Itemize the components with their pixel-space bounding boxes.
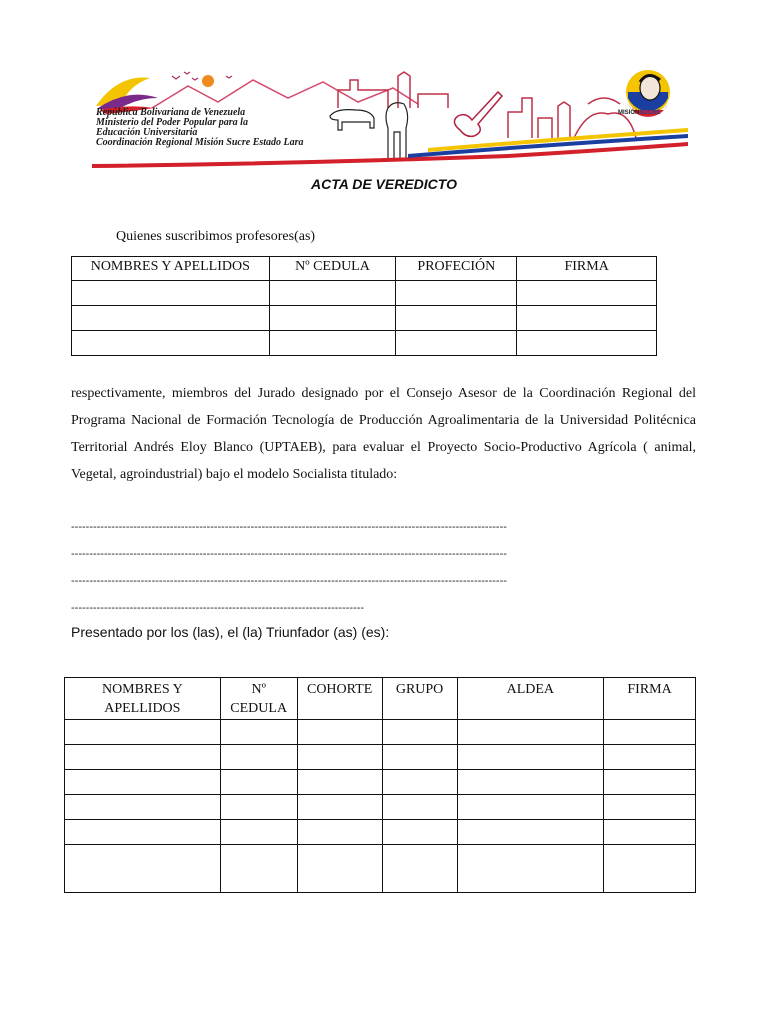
sun-icon bbox=[202, 75, 214, 87]
table-cell[interactable] bbox=[65, 795, 221, 820]
mountains-outline bbox=[152, 80, 418, 108]
dash-line[interactable]: ----------------------------------------------------------------------------------------------------------------------- bbox=[71, 521, 507, 533]
table-row bbox=[72, 306, 657, 331]
goat-icon bbox=[386, 103, 408, 160]
table-header-row bbox=[65, 678, 696, 720]
table-cell[interactable] bbox=[396, 331, 517, 356]
table-row bbox=[65, 770, 696, 795]
column-header: NOMBRES Y APELLIDOS bbox=[65, 678, 221, 720]
table-cell[interactable] bbox=[297, 820, 382, 845]
table-cell[interactable] bbox=[220, 770, 297, 795]
table-cell[interactable] bbox=[269, 331, 396, 356]
table-cell[interactable] bbox=[72, 331, 270, 356]
table-cell[interactable] bbox=[457, 770, 604, 795]
table-header-row bbox=[72, 257, 657, 281]
table-cell[interactable] bbox=[457, 745, 604, 770]
column-header: FIRMA bbox=[517, 257, 657, 281]
letterhead bbox=[88, 68, 690, 170]
document-title: ACTA DE VEREDICTO bbox=[311, 176, 457, 192]
table-row bbox=[65, 845, 696, 893]
table-cell[interactable] bbox=[297, 795, 382, 820]
table-cell[interactable] bbox=[269, 281, 396, 306]
table-cell[interactable] bbox=[382, 720, 457, 745]
table-cell[interactable] bbox=[457, 795, 604, 820]
table-cell[interactable] bbox=[65, 745, 221, 770]
dash-line[interactable]: ----------------------------------------------------------------------------------------------------------------------- bbox=[71, 575, 507, 587]
table-cell[interactable] bbox=[396, 281, 517, 306]
table-cell[interactable] bbox=[65, 770, 221, 795]
presented-by-text: Presentado por los (las), el (la) Triunfador (as) (es): bbox=[71, 624, 390, 640]
table-cell[interactable] bbox=[72, 306, 270, 331]
table-row bbox=[65, 720, 696, 745]
table-cell[interactable] bbox=[517, 281, 657, 306]
column-header: COHORTE bbox=[297, 678, 382, 720]
table-row bbox=[72, 281, 657, 306]
table-cell[interactable] bbox=[396, 306, 517, 331]
table-cell[interactable] bbox=[72, 281, 270, 306]
table-cell[interactable] bbox=[220, 720, 297, 745]
table-row bbox=[65, 795, 696, 820]
column-header: NOMBRES Y APELLIDOS bbox=[72, 257, 270, 281]
students-table bbox=[64, 677, 696, 893]
table-cell[interactable] bbox=[457, 720, 604, 745]
mision-sucre-label bbox=[618, 110, 660, 116]
letterhead-line: Educación Universitaria bbox=[96, 127, 198, 138]
table-cell[interactable] bbox=[604, 820, 696, 845]
church-icon bbox=[418, 94, 448, 108]
letterhead-text bbox=[96, 108, 304, 148]
table-cell[interactable] bbox=[457, 845, 604, 893]
table-cell[interactable] bbox=[220, 795, 297, 820]
table-cell[interactable] bbox=[604, 720, 696, 745]
column-header: GRUPO bbox=[382, 678, 457, 720]
skyline-icon bbox=[508, 98, 570, 138]
body-paragraph: respectivamente, miembros del Jurado designado por el Consejo Asesor de la Coordinación Regional del Programa Nacional de Formación Tecnología de Producción Agroalimentaria de la Universidad Politécnica Territorial Andrés Eloy Blanco (UPTAEB), para evaluar el Proyecto Socio-Productivo Agrícola ( animal, Vegetal, agroindustrial) bajo el modelo Socialista titulado: bbox=[71, 386, 696, 482]
table-cell[interactable] bbox=[382, 795, 457, 820]
table-cell[interactable] bbox=[220, 820, 297, 845]
letterhead-line: Ministerio del Poder Popular para la bbox=[96, 117, 248, 128]
intro-text: Quienes suscribimos profesores(as) bbox=[116, 229, 316, 244]
project-title-lines bbox=[71, 514, 696, 622]
table-cell[interactable] bbox=[457, 820, 604, 845]
column-header: PROFECIÓN bbox=[396, 257, 517, 281]
table-cell[interactable] bbox=[220, 845, 297, 893]
table-cell[interactable] bbox=[517, 306, 657, 331]
column-header: Nº CEDULA bbox=[220, 678, 297, 720]
table-cell[interactable] bbox=[297, 845, 382, 893]
table-cell[interactable] bbox=[297, 720, 382, 745]
table-cell[interactable] bbox=[604, 795, 696, 820]
table-cell[interactable] bbox=[382, 770, 457, 795]
table-cell[interactable] bbox=[65, 820, 221, 845]
table-cell[interactable] bbox=[382, 820, 457, 845]
column-header: FIRMA bbox=[604, 678, 696, 720]
letterhead-line: República Bolivariana de Venezuela bbox=[96, 107, 246, 118]
table-cell[interactable] bbox=[382, 845, 457, 893]
table-cell[interactable] bbox=[382, 745, 457, 770]
monument-icon bbox=[574, 98, 636, 138]
table-row bbox=[72, 331, 657, 356]
column-header: Nº CEDULA bbox=[269, 257, 396, 281]
dash-line[interactable]: ----------------------------------------------------------------------------------------------------------------------- bbox=[71, 548, 507, 560]
dash-line[interactable]: -------------------------------------------------------------------------------- bbox=[71, 602, 365, 614]
table-cell[interactable] bbox=[604, 845, 696, 893]
letterhead-line: Coordinación Regional Misión Sucre Estado Lara bbox=[96, 137, 304, 148]
table-row bbox=[65, 820, 696, 845]
cuatro-guitar-icon bbox=[454, 92, 502, 136]
table-cell[interactable] bbox=[65, 845, 221, 893]
cow-icon bbox=[330, 110, 374, 130]
table-cell[interactable] bbox=[604, 770, 696, 795]
table-cell[interactable] bbox=[297, 770, 382, 795]
table-cell[interactable] bbox=[297, 745, 382, 770]
mision-prefix: MISIÓN bbox=[618, 110, 640, 116]
column-header: ALDEA bbox=[457, 678, 604, 720]
table-cell[interactable] bbox=[517, 331, 657, 356]
table-row bbox=[65, 745, 696, 770]
table-cell[interactable] bbox=[604, 745, 696, 770]
table-cell[interactable] bbox=[269, 306, 396, 331]
table-cell[interactable] bbox=[65, 720, 221, 745]
mision-name: SUCRE bbox=[639, 110, 661, 116]
jury-table bbox=[71, 256, 657, 356]
birds-icon bbox=[172, 72, 232, 80]
table-cell[interactable] bbox=[220, 745, 297, 770]
